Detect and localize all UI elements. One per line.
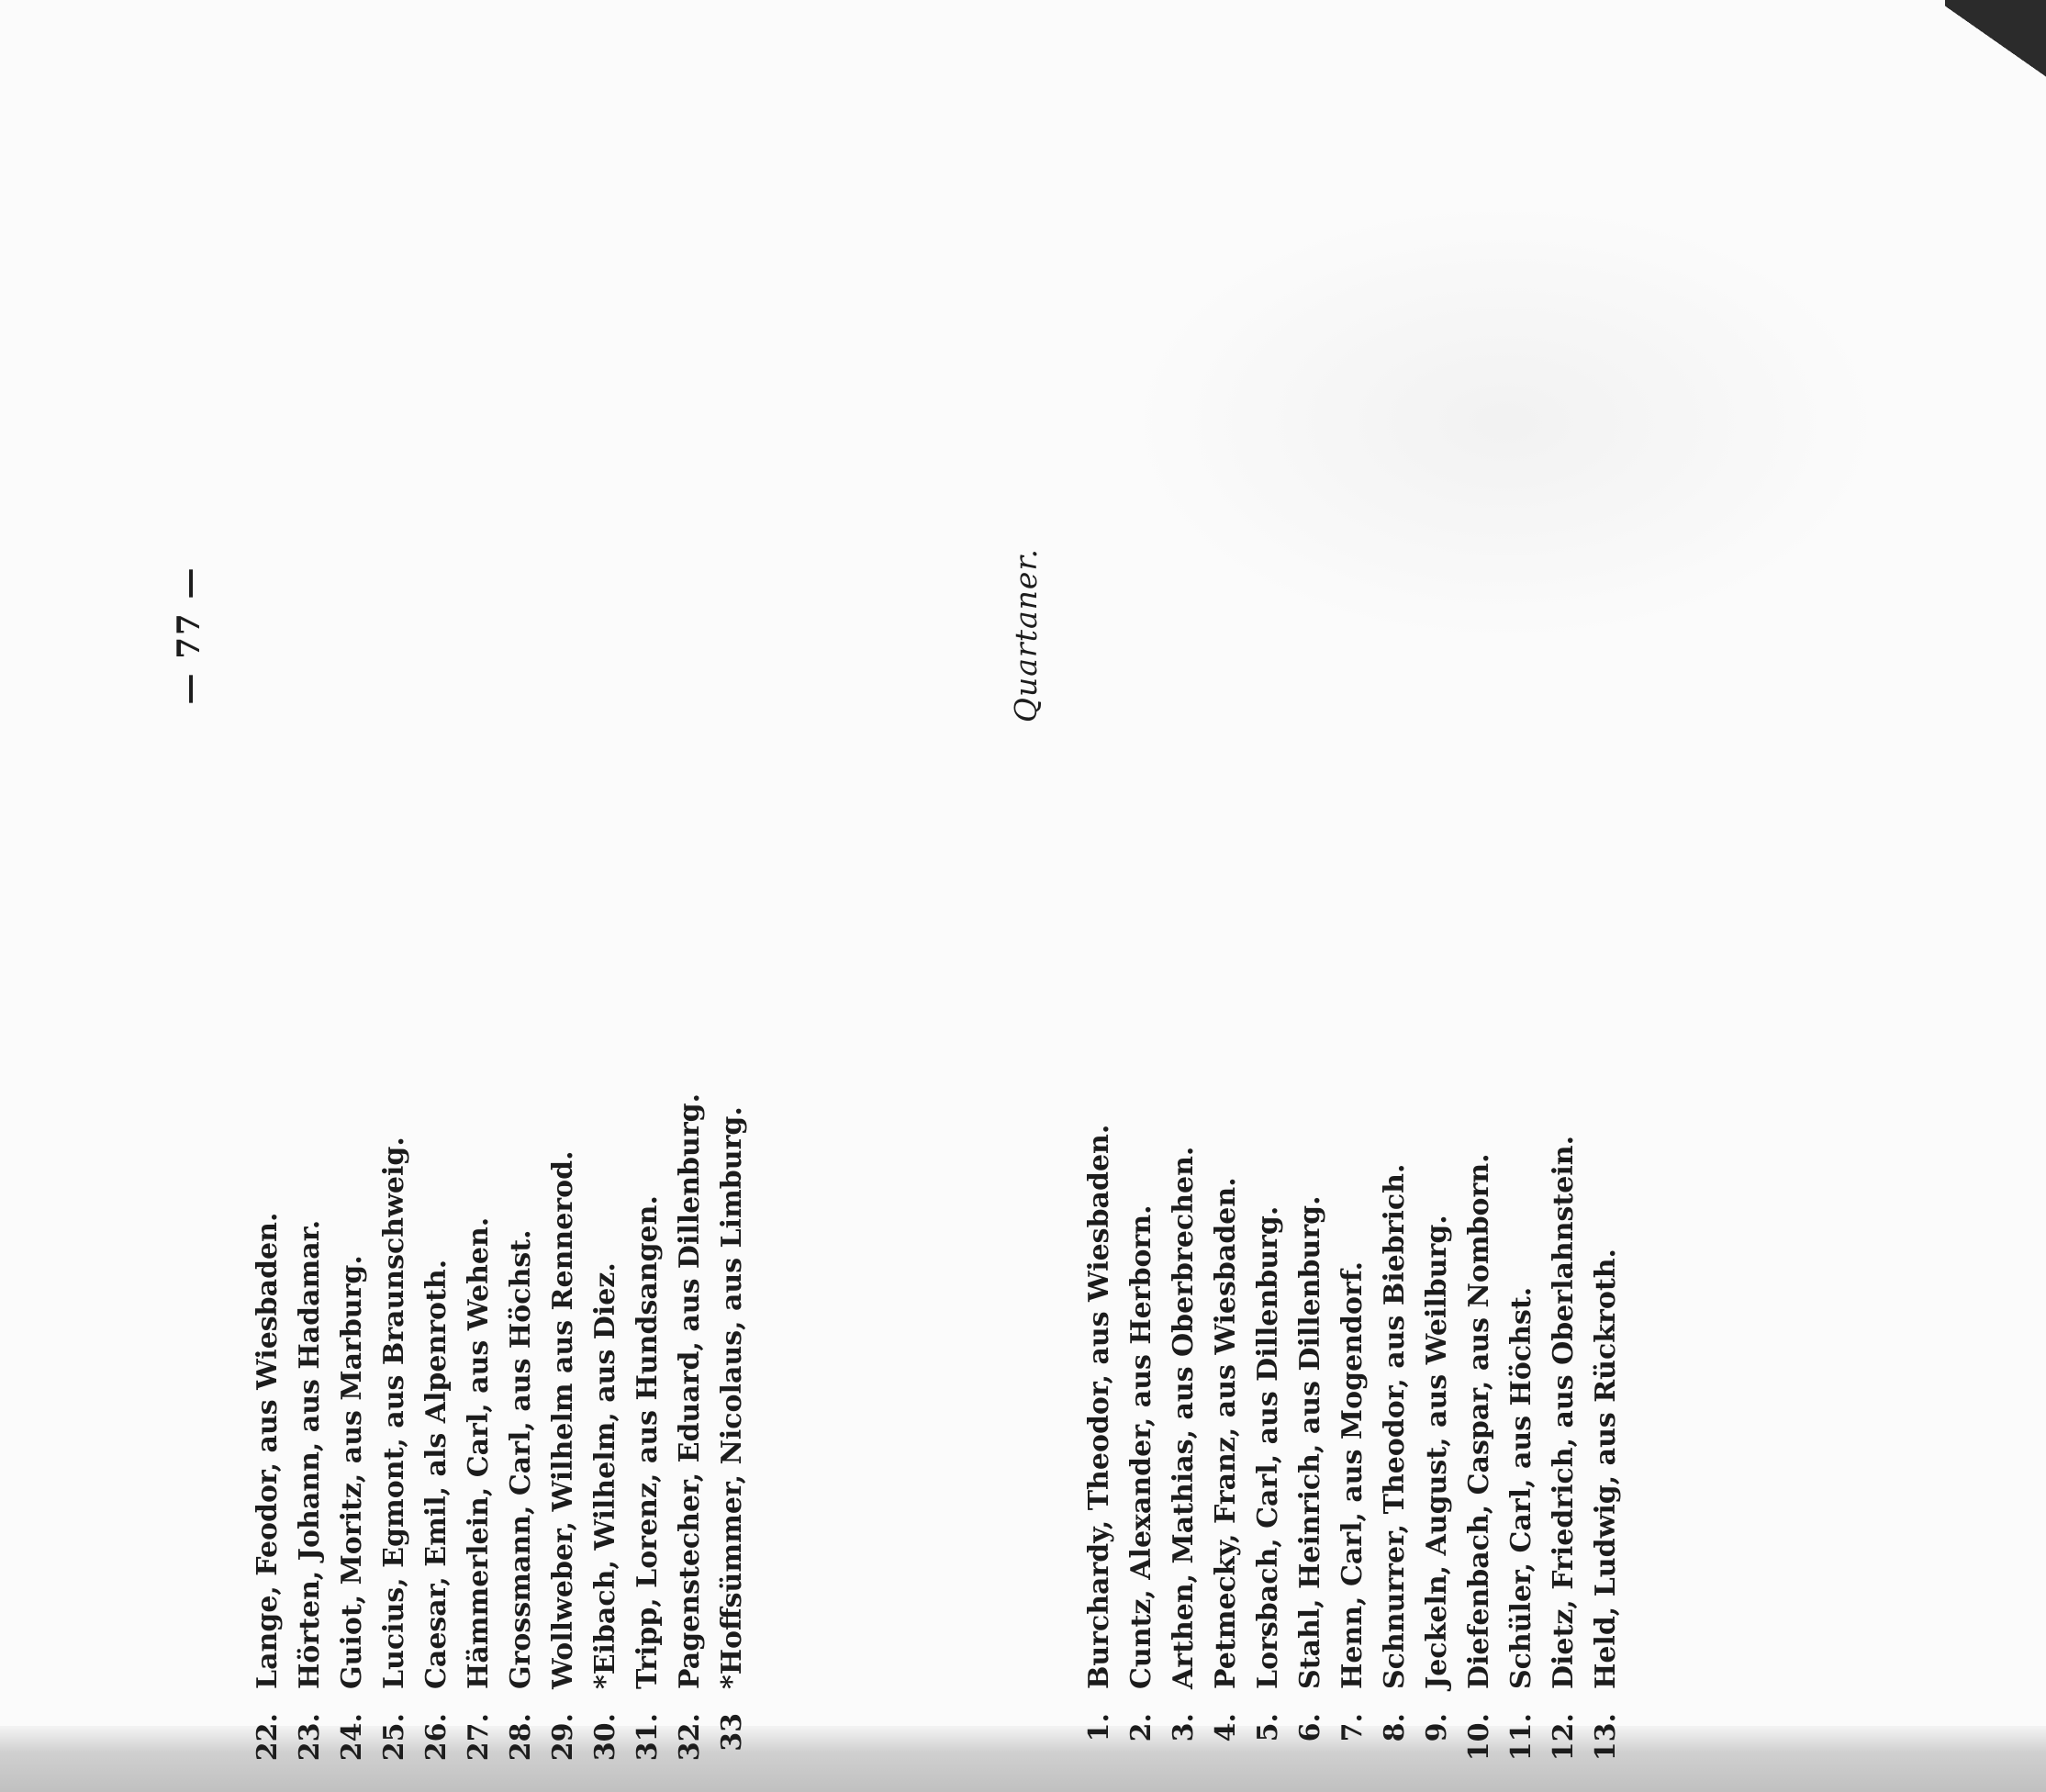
item-text: Petmecky, Franz, aus Wiesbaden. [1210, 1177, 1242, 1689]
list-item [714, 1106, 751, 1792]
item-number: 29. [547, 1713, 579, 1762]
list-item [630, 1195, 666, 1792]
item-text: Pagenstecher, Eduard, aus Dillenburg. [674, 1092, 706, 1689]
item-text: *Hoffsümmer, Nicolaus, aus Limburg. [716, 1106, 748, 1689]
list-item [1588, 1249, 1625, 1792]
list-item [1124, 1204, 1160, 1792]
list-item [1546, 1136, 1582, 1792]
item-text: Tripp, Lorenz, aus Hundsangen. [632, 1195, 664, 1689]
list-item [1377, 1164, 1414, 1792]
item-number: 27. [463, 1713, 495, 1762]
item-text: Held, Ludwig, aus Rückroth. [1590, 1249, 1622, 1689]
item-number: 5. [1252, 1713, 1284, 1742]
item-number: 6. [1294, 1713, 1326, 1742]
item-text: Grossmann, Carl, aus Höchst. [505, 1229, 537, 1689]
item-text: Hämmerlein, Carl, aus Wehen. [463, 1216, 495, 1689]
list-item [1504, 1287, 1540, 1792]
item-text: Lange, Feodor, aus Wiesbaden. [252, 1212, 284, 1689]
item-number: 13. [1590, 1713, 1622, 1762]
item-text: Arthen, Mathias, aus Oberbrechen. [1168, 1146, 1200, 1689]
item-number: 8. [1379, 1713, 1411, 1742]
item-text: Caesar, Emil, als Alpenroth. [420, 1259, 453, 1689]
item-text: Schüler, Carl, aus Höchst. [1505, 1286, 1537, 1689]
item-number: 23. [294, 1713, 326, 1762]
item-number: 22. [252, 1713, 284, 1762]
item-text: Stahl, Heinrich, aus Dillenburg. [1294, 1195, 1326, 1689]
item-text: Cuntz, Alexander, aus Herborn. [1125, 1204, 1157, 1689]
item-number: 28. [505, 1713, 537, 1762]
item-number: 3. [1168, 1713, 1200, 1742]
list-item [1081, 1125, 1118, 1792]
item-text: Burchardy, Theodor, aus Wiesbaden. [1083, 1124, 1115, 1689]
item-text: Diefenbach, Caspar, aus Nomborn. [1463, 1153, 1495, 1689]
item-number: 1. [1083, 1713, 1115, 1742]
item-text: *Eibach, Wilhelm, aus Diez. [589, 1262, 621, 1689]
item-number: 4. [1210, 1713, 1242, 1742]
item-text: Lucius, Egmont, aus Braunschweig. [378, 1137, 410, 1689]
list-item [1335, 1261, 1371, 1792]
list-item [1208, 1177, 1245, 1792]
item-number: 26. [420, 1713, 453, 1762]
item-text: Guiot, Moritz, aus Marburg. [336, 1255, 368, 1689]
list-item [419, 1260, 455, 1792]
item-number: 10. [1463, 1713, 1495, 1762]
item-number: 7. [1336, 1713, 1369, 1742]
list-item [376, 1137, 413, 1792]
list-item [503, 1229, 540, 1792]
item-text: Lorsbach, Carl, aus Dillenburg. [1252, 1205, 1284, 1689]
list-item [545, 1150, 582, 1792]
item-text: Jeckeln, August, aus Weilburg. [1421, 1215, 1453, 1689]
list-item [1250, 1206, 1287, 1792]
list-item [461, 1217, 498, 1792]
list-item [1166, 1147, 1202, 1792]
item-text: Schnurrer, Theodor, aus Biebrich. [1379, 1163, 1411, 1689]
list-item [1461, 1153, 1498, 1792]
item-text: Henn, Carl, aus Mogendorf. [1336, 1260, 1369, 1689]
list-item [672, 1093, 709, 1792]
item-text: Hörten, Johann, aus Hadamar. [294, 1219, 326, 1689]
section-title: Quartaner. [1008, 547, 1044, 723]
item-number: 2. [1125, 1713, 1157, 1742]
page-number: — 77 — [171, 566, 207, 705]
item-number: 9. [1421, 1713, 1453, 1742]
item-number: 31. [632, 1713, 664, 1762]
list-item [334, 1255, 371, 1792]
list-item [1419, 1215, 1456, 1792]
list-item [587, 1262, 624, 1792]
item-text: Wollweber, Wilhelm aus Rennerod. [547, 1150, 579, 1689]
item-text: Dietz, Friedrich, aus Oberlahnstein. [1548, 1135, 1580, 1689]
list-item [292, 1220, 329, 1792]
item-number: 24. [336, 1713, 368, 1762]
item-number: 30. [589, 1713, 621, 1762]
item-number: 12. [1548, 1713, 1580, 1762]
item-number: 11. [1505, 1713, 1537, 1762]
list-item [1292, 1195, 1329, 1792]
list-item [250, 1213, 286, 1792]
item-number: 33 [716, 1713, 748, 1752]
item-number: 25. [378, 1713, 410, 1762]
item-number: 32. [674, 1713, 706, 1762]
